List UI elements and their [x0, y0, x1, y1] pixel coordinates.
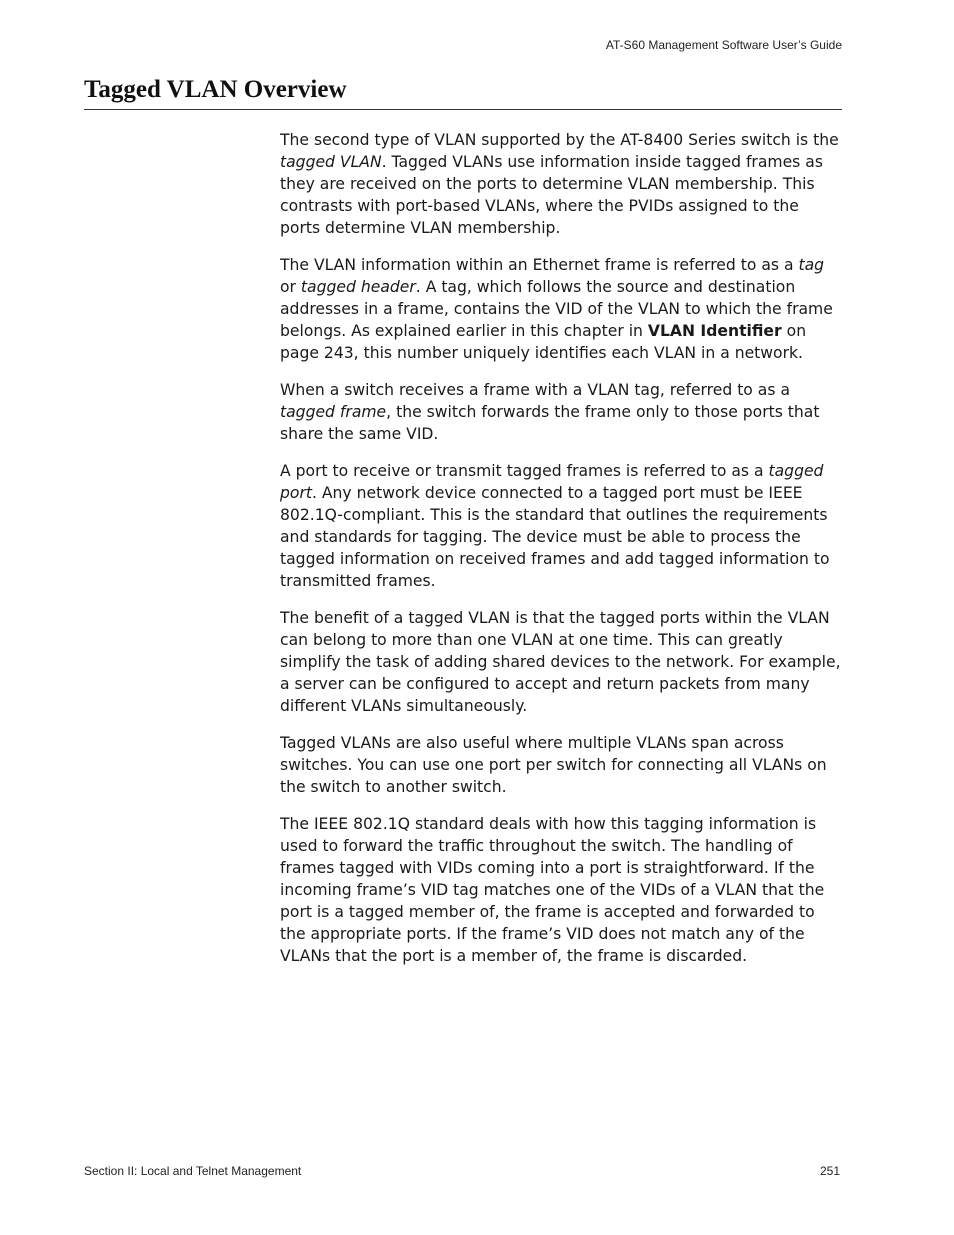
text-run: . Tagged VLANs use information inside tagged frames as they are received on the ports to determine VLAN membership. This contrasts with port-based VLANs, where the PVIDs assigned to the ports determine VLAN membership. — [280, 153, 823, 237]
paragraph — [280, 813, 842, 967]
text-run: . Any network device connected to a tagged port must be IEEE 802.1Q-compliant. This is the standard that outlines the requirements and standards for tagging. The device must be able to process the tagged information on received frames and add tagged information to transmitted frames. — [280, 484, 830, 590]
section-title: Tagged VLAN Overview — [84, 76, 347, 103]
footer-section-label: Section II: Local and Telnet Management — [84, 1164, 302, 1178]
text-run: The second type of VLAN supported by the AT-8400 Series switch is the — [280, 131, 839, 149]
footer-page-number: 251 — [819, 1164, 840, 1178]
paragraph — [280, 129, 842, 239]
paragraph — [280, 379, 842, 445]
text-run: . A tag, which follows the source and destination addresses in a frame, contains the VID of the VLAN to which the frame belongs. As explained earlier in this chapter in — [280, 278, 833, 340]
text-run: The VLAN information within an Ethernet frame is referred to as a — [280, 256, 799, 274]
cross-reference: VLAN Identifier — [647, 322, 782, 340]
text-run: or — [280, 278, 301, 296]
paragraph — [280, 254, 842, 364]
emphasized-term: tag — [798, 256, 825, 274]
text-run: Tagged VLANs are also useful where multiple VLANs span across switches. You can use one port per switch for connecting all VLANs on the switch to another switch. — [280, 734, 827, 796]
text-run: on page 243, this number uniquely identifies each VLAN in a network. — [280, 322, 807, 362]
text-run: The benefit of a tagged VLAN is that the tagged ports within the VLAN can belong to more than one VLAN at one time. This can greatly simplify the task of adding shared devices to the network. For example, a server can be configured to accept and return packets from many different VLANs simultaneously. — [280, 609, 841, 715]
emphasized-term: tagged frame — [280, 403, 387, 421]
running-header: AT-S60 Management Software User’s Guide — [605, 38, 842, 52]
paragraph — [280, 460, 842, 592]
emphasized-term: tagged VLAN — [280, 153, 382, 171]
emphasized-term: tagged header — [300, 278, 416, 296]
text-run: A port to receive or transmit tagged frames is referred to as a — [280, 462, 769, 480]
paragraph — [280, 732, 842, 798]
title-rule — [84, 109, 842, 110]
body-text — [280, 129, 842, 982]
paragraph — [280, 607, 842, 717]
text-run: The IEEE 802.1Q standard deals with how this tagging information is used to forward the traffic throughout the switch. The handling of frames tagged with VIDs coming into a port is straightforward. If the incoming frame’s VID tag matches one of the VIDs of a VLAN that the port is a tagged member of, the frame is accepted and forwarded to the appropriate ports. If the frame’s VID does not match any of the VLANs that the port is a member of, the frame is discarded. — [280, 815, 825, 965]
text-run: When a switch receives a frame with a VLAN tag, referred to as a — [280, 381, 791, 399]
text-run: , the switch forwards the frame only to those ports that share the same VID. — [280, 403, 820, 443]
emphasized-term: tagged port — [280, 462, 824, 502]
